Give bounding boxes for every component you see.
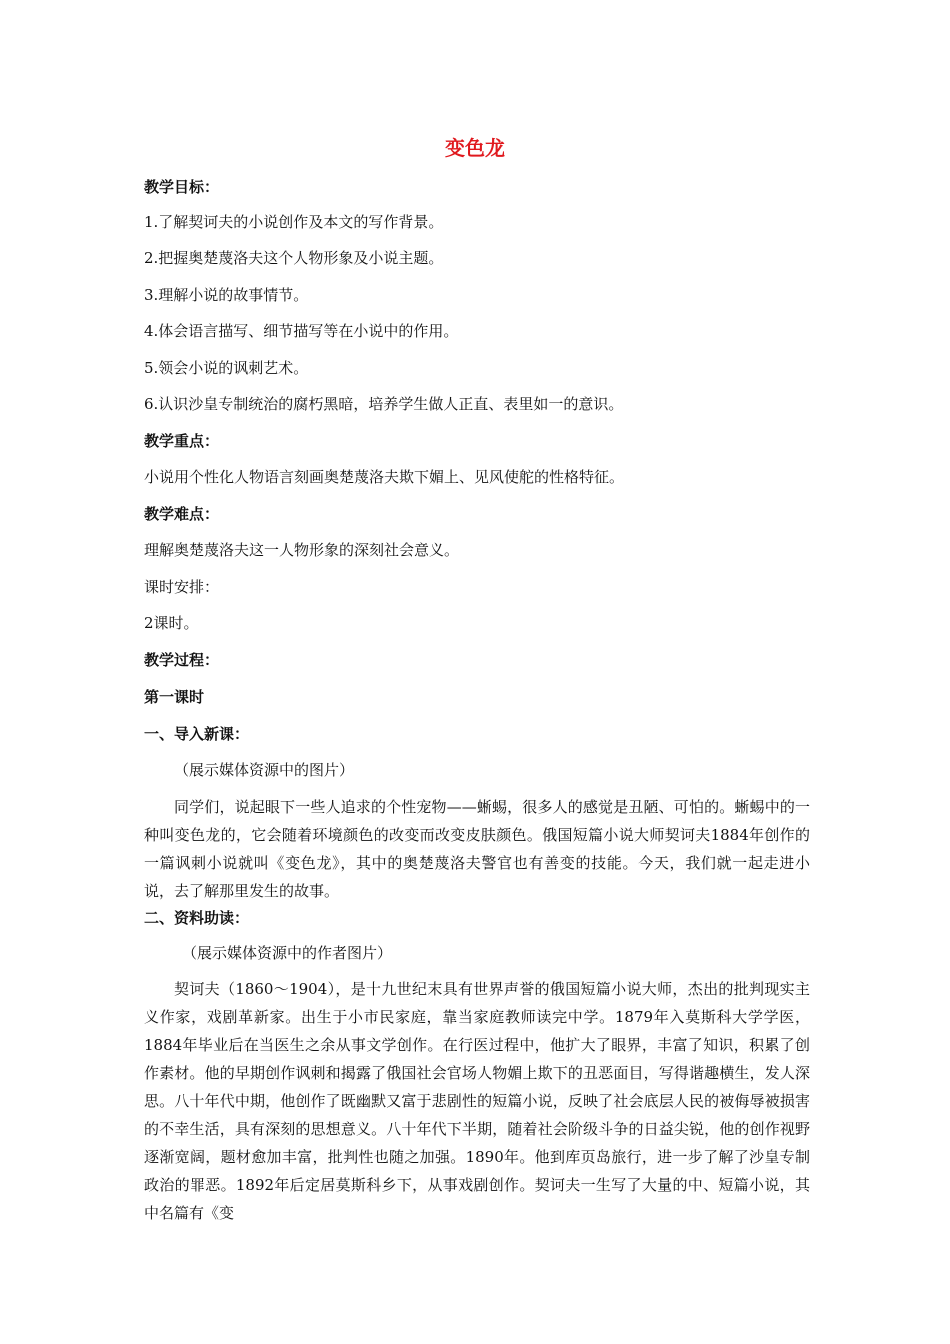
schedule-label: 课时安排：: [144, 578, 220, 596]
section-heading: 一、导入新课：: [144, 725, 250, 743]
document-title: 变色龙: [445, 136, 505, 160]
section-heading: 二、资料助读：: [144, 909, 250, 927]
intro-paragraph: 同学们，说起眼下一些人追求的个性宠物——蜥蜴，很多人的感觉是丑陋、可怕的。蜥蜴中的一种叫变色龙的，它会随着环境颜色的改变而改变皮肤颜色。俄国短篇小说大师契诃夫1884年创作的一篇讽刺小说就叫《变色龙》，其中的奥楚蔑洛夫警官也有善变的技能。今天，我们就一起走进小说，去了解那里发生的故事。: [144, 798, 810, 900]
difficulty-heading: 教学难点：: [144, 505, 220, 523]
difficulty-text: 理解奥楚蔑洛夫这一人物形象的深刻社会意义。: [144, 541, 460, 559]
goal-item: 5.领会小说的讽刺艺术。: [144, 359, 309, 377]
media-note: （展示媒体资源中的图片）: [174, 761, 355, 779]
goal-item: 2.把握奥楚蔑洛夫这个人物形象及小说主题。: [144, 249, 444, 267]
media-note: （展示媒体资源中的作者图片）: [182, 944, 393, 962]
goal-item: 4.体会语言描写、细节描写等在小说中的作用。: [144, 322, 459, 340]
lesson-heading: 第一课时: [144, 688, 205, 706]
key-point-text: 小说用个性化人物语言刻画奥楚蔑洛夫欺下媚上、见风使舵的性格特征。: [144, 468, 625, 486]
author-paragraph: 契诃夫（1860～1904），是十九世纪末具有世界声誉的俄国短篇小说大师，杰出的批判现实主义作家，戏剧革新家。出生于小市民家庭，靠当家庭教师读完中学。1879年入莫斯科大学学医，1884年毕业后在当医生之余从事文学创作。在行医过程中，他扩大了眼界，丰富了知识，积累了创作素材。他的早期创作讽刺和揭露了俄国社会官场人物媚上欺下的丑恶面目，写得谐趣横生，发人深思。八十年代中期，他创作了既幽默又富于悲剧性的短篇小说，反映了社会底层人民的被侮辱被损害的不幸生活，具有深刻的思想意义。八十年代下半期，随着社会阶级斗争的日益尖锐，他的创作视野逐渐宽阔，题材愈加丰富，批判性也随之加强。1890年。他到库页岛旅行，进一步了解了沙皇专制政治的罪恶。1892年后定居莫斯科乡下，从事戏剧创作。契诃夫一生写了大量的中、短篇小说，其中名篇有《变: [144, 980, 810, 1222]
process-heading: 教学过程：: [144, 651, 220, 669]
goal-item: 1.了解契诃夫的小说创作及本文的写作背景。: [144, 213, 444, 231]
key-point-heading: 教学重点：: [144, 432, 220, 450]
goals-heading: 教学目标：: [144, 178, 220, 196]
schedule-value: 2课时。: [144, 614, 199, 632]
goal-item: 3.理解小说的故事情节。: [144, 286, 309, 304]
goal-item: 6.认识沙皇专制统治的腐朽黑暗，培养学生做人正直、表里如一的意识。: [144, 395, 624, 413]
